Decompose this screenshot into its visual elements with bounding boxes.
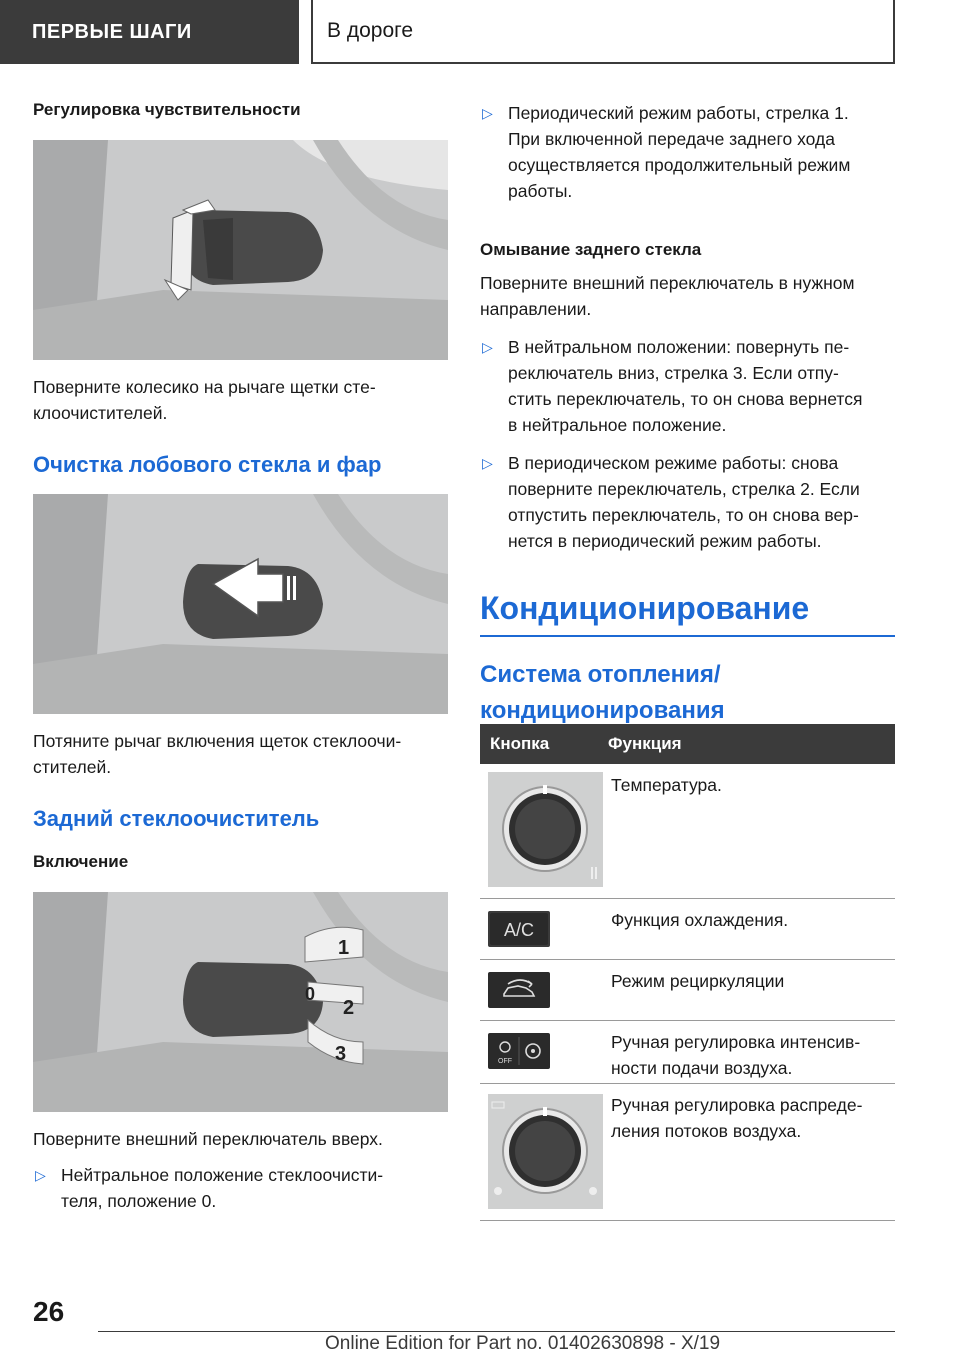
row-function: Ручная регулировка интенсив- ности подачи воздуха.: [611, 1032, 861, 1078]
sensitivity-heading: Регулировка чувствительности: [33, 100, 301, 119]
rear-wiper-caption: Поверните внешний переключатель вверх.: [33, 1129, 383, 1149]
sensitivity-caption: Поверните колесико на рычаге щетки сте- клоочистителей.: [33, 377, 376, 423]
header-function: Функция: [608, 734, 682, 753]
footer-rule: [98, 1331, 895, 1332]
ac-label: A/C: [503, 920, 535, 940]
bullet-neutral: [33, 1162, 448, 1214]
breadcrumb: [311, 0, 895, 64]
row-function: Ручная регулировка распреде- ления потоков воздуха.: [611, 1095, 863, 1141]
edition-text: Online Edition for Part no. 01402630898 - X/19: [325, 1333, 721, 1354]
callout-1: 1: [338, 937, 350, 959]
row-function: Режим рециркуляции: [611, 971, 785, 991]
bullet-triangle-icon: ▷: [482, 339, 493, 355]
bullet-text: Нейтральное положение стеклоочисти- теля, положение 0.: [61, 1165, 384, 1211]
rear-wiper-subheading: Включение: [33, 852, 129, 871]
rear-wash-text: Поверните внешний переключатель в нужном направлении.: [480, 273, 855, 319]
ac-button-icon: [488, 911, 550, 947]
fan-off-label: OFF: [498, 1058, 512, 1065]
bullet-neutral-wash: [480, 334, 895, 438]
row-function: Температура.: [611, 775, 722, 795]
wiper-sensitivity-photo: [33, 140, 448, 360]
bullet-triangle-icon: ▷: [35, 1167, 46, 1183]
section-tab: [0, 0, 299, 64]
right-column: [480, 100, 895, 729]
bullet-triangle-icon: ▷: [482, 455, 493, 471]
page-number: 26: [33, 1296, 65, 1327]
callout-0: 0: [305, 984, 316, 1004]
windshield-washer-photo: [33, 494, 448, 714]
controls-table: [480, 724, 895, 1221]
header-button: Кнопка: [490, 734, 550, 753]
section-label: ПЕРВЫЕ ШАГИ: [32, 20, 192, 43]
fan-button-icon: [488, 1033, 550, 1069]
callout-2: 2: [343, 997, 355, 1019]
washer-heading: Очистка лобового стекла и фар: [33, 452, 382, 477]
breadcrumb-label: В дороге: [327, 19, 414, 42]
callout-3: 3: [335, 1043, 347, 1065]
left-column: [33, 100, 448, 1214]
bullet-text: В периодическом режиме работы: снова поверните переключатель, стрелка 2. Если отпустить переключатель, то он снова вер- нется в периодический режим работы.: [508, 453, 860, 551]
bullet-periodic-wash: [480, 450, 895, 554]
table-row: [480, 899, 895, 960]
table-row: [480, 960, 895, 1021]
table-header: [480, 724, 895, 764]
recirculation-button-icon: [488, 972, 550, 1008]
rear-wiper-heading: Задний стеклоочиститель: [33, 806, 320, 831]
rear-wiper-photo: [33, 892, 448, 1112]
rear-wash-heading: Омывание заднего стекла: [480, 240, 702, 259]
row-function: Функция охлаждения.: [611, 910, 789, 930]
table-row: [480, 1084, 895, 1221]
table-row: [480, 1021, 895, 1084]
bullet-periodic: [480, 100, 895, 204]
climate-subtitle: Система отопления/ кондиционирования: [480, 661, 725, 724]
title-rule: [480, 635, 895, 637]
air-distribution-knob-icon: [488, 1094, 603, 1209]
climate-title: Кондиционирование: [480, 590, 810, 626]
bullet-text: Периодический режим работы, стрелка 1. При включенной передаче заднего хода осуществляется продолжительный режим работы.: [508, 103, 851, 201]
bullet-text: В нейтральном положении: повернуть пе- реключатель вниз, стрелка 3. Если отпу- стить переключатель, то он снова вернется в нейтральное положение.: [508, 337, 863, 435]
washer-caption: Потяните рычаг включения щеток стеклоочи- стителей.: [33, 731, 402, 777]
table-row: [480, 764, 895, 899]
bullet-triangle-icon: ▷: [482, 105, 493, 121]
temperature-knob-icon: [488, 772, 603, 887]
